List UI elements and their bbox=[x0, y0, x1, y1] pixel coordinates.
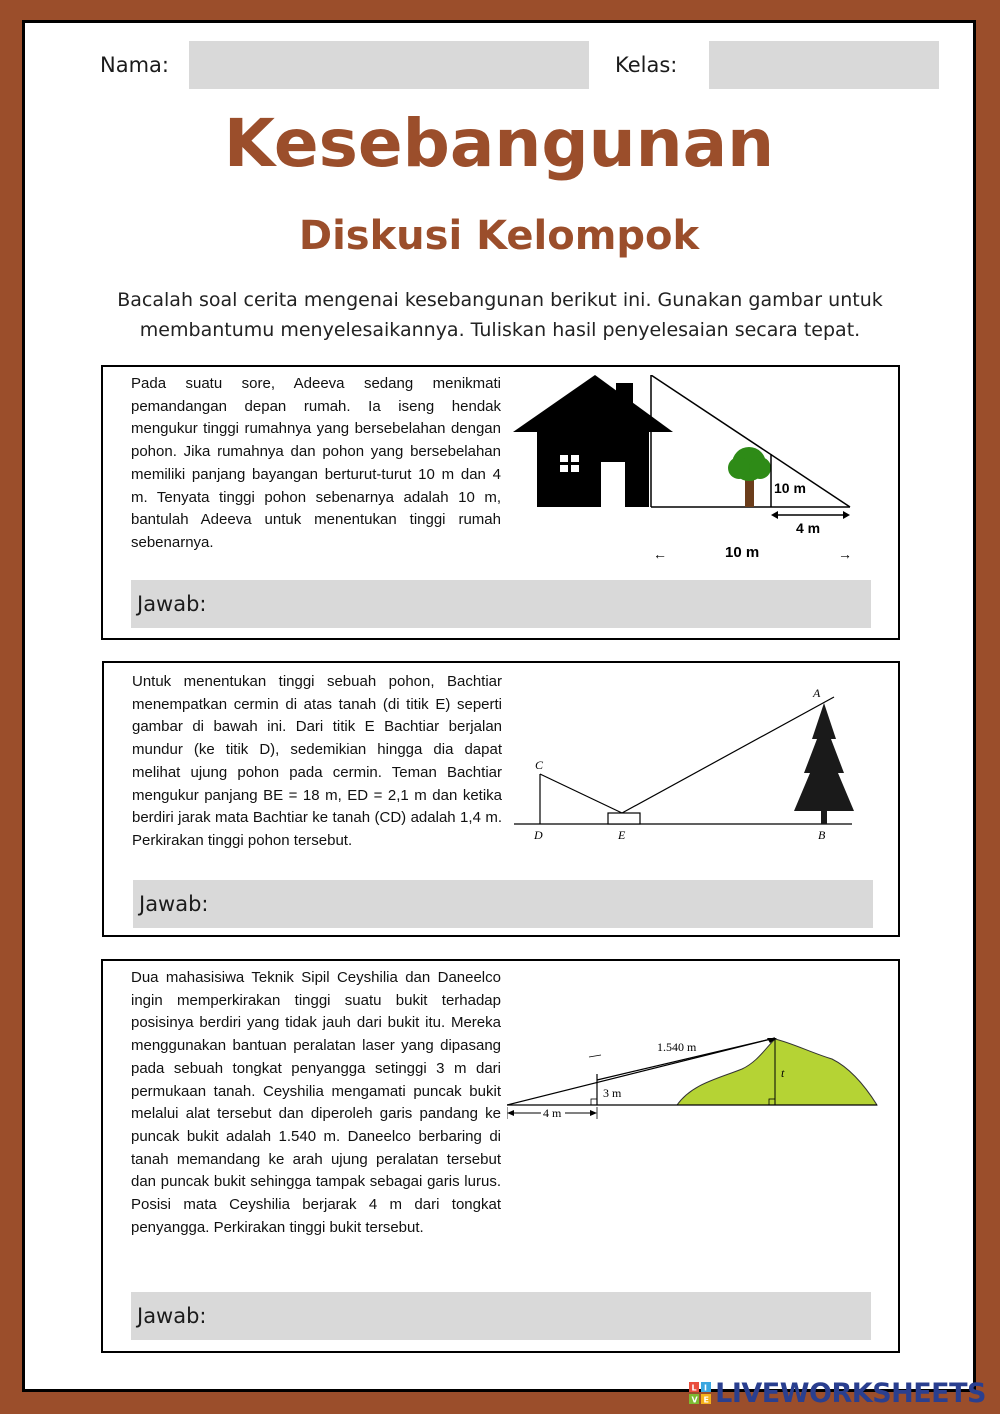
name-input[interactable] bbox=[189, 41, 589, 89]
point-c-label: C bbox=[535, 758, 544, 772]
question-card-2 bbox=[102, 661, 900, 937]
pine-tree-icon bbox=[794, 703, 854, 811]
point-a-label: A bbox=[813, 686, 821, 700]
question-card-1 bbox=[101, 365, 900, 640]
mirror-tree-figure bbox=[512, 681, 872, 846]
liveworksheets-brand bbox=[689, 1378, 986, 1408]
question-card-3 bbox=[101, 959, 900, 1353]
answer-field-3[interactable] bbox=[131, 1292, 871, 1340]
instructions: Bacalah soal cerita mengenai kesebangunan berikut ini. Gunakan gambar untuk membantumu menyelesaikannya. Tuliskan hasil penyelesaian secara tepat. bbox=[117, 289, 883, 341]
house-body bbox=[537, 432, 649, 507]
tree-shadow-label: 4 m bbox=[796, 520, 821, 536]
hill-laser-figure bbox=[507, 1029, 885, 1129]
ground-distance-label: 4 m bbox=[543, 1106, 562, 1120]
question-text-3: Dua mahasisiwa Teknik Sipil Ceyshilia dan Daneelco ingin memperkirakan tinggi suatu bukit terhadap posisinya berdiri yang tidak jauh dari bukit itu. Mereka menggunakan bantuan peralatan laser yang dipasang pada sebuah tongkat penyangga setinggi 3 m dari permukaan tanah. Ceyshilia mengamati puncak bukit melalui alat tersebut dan diperoleh garis pandang ke puncak bukit adalah 1.540 m. Daneelco berbaring di tanah memandang ke arah ujung peralatan tersebut dan puncak bukit sehingga tampak sebagai garis lurus. Posisi mata Ceyshilia berjarak 4 m dari tongkat penyangga. Perkirakan tinggi bukit tersebut. bbox=[131, 969, 501, 1236]
hill-height-label: t bbox=[781, 1066, 785, 1080]
class-input[interactable] bbox=[709, 41, 939, 89]
question-text-2: Untuk menentukan tinggi sebuah pohon, Bachtiar menempatkan cermin di atas tanah (di titik E) seperti gambar di bawah ini. Dari titik E Bachtiar berjalan mundur (ke titik D), sedemikian hingga dia dapat melihat ujung pohon pada cermin. Teman Bachtiar mengukur panjang BE = 18 m, ED = 2,1 m dan ketika berdiri jarak mata Bachtiar ke tanah (CD) adalah 1,4 m. Perkirakan tinggi pohon tersebut. bbox=[132, 673, 502, 849]
svg-text:E: E bbox=[703, 1395, 710, 1404]
question-text-1: Pada suatu sore, Adeeva sedang menikmati pemandangan depan rumah. Ia iseng hendak mengukur tinggi rumahnya yang bersebelahan dengan pohon. Jika rumahnya dan pohon yang bersebelahan memiliki panjang bayangan berturut-turut 10 m dan 4 m. Tenyata tinggi pohon sebenarnya adalah 10 m, bantulah Adeeva untuk menentukan tinggi rumah sebenarnya. bbox=[131, 375, 501, 551]
svg-text:I: I bbox=[704, 1383, 708, 1393]
hill-shape bbox=[677, 1039, 877, 1105]
svg-text:V: V bbox=[691, 1395, 698, 1404]
liveworksheets-logo-icon bbox=[689, 1382, 711, 1404]
point-d-label: D bbox=[534, 828, 543, 842]
name-label: Nama: bbox=[100, 53, 169, 77]
page-title: Kesebangunan bbox=[223, 105, 775, 182]
house-tree-shadow-figure bbox=[513, 375, 858, 575]
house-roof bbox=[513, 375, 673, 432]
answer-label-2: Jawab: bbox=[139, 892, 209, 916]
worksheet-page bbox=[22, 20, 976, 1392]
class-label: Kelas: bbox=[615, 53, 678, 77]
answer-field-1[interactable] bbox=[131, 580, 871, 628]
house-door bbox=[601, 462, 625, 507]
point-e-label: E bbox=[618, 828, 626, 842]
page-subtitle: Diskusi Kelompok bbox=[298, 213, 700, 259]
arrow-left-icon: ← bbox=[653, 546, 667, 562]
house-shadow-label: 10 m bbox=[725, 544, 760, 561]
house-chimney bbox=[616, 383, 633, 413]
arrow-right-icon: → bbox=[838, 546, 852, 562]
svg-text:L: L bbox=[691, 1383, 697, 1393]
answer-label-1: Jawab: bbox=[137, 592, 207, 616]
point-b-label: B bbox=[818, 828, 826, 842]
sight-line-label: 1.540 m bbox=[657, 1040, 697, 1054]
answer-field-2[interactable] bbox=[133, 880, 873, 928]
answer-label-3: Jawab: bbox=[137, 1304, 207, 1328]
brand-name: LIVEWORKSHEETS bbox=[715, 1377, 986, 1409]
house-window bbox=[560, 455, 568, 462]
stick-height-label: 3 m bbox=[603, 1086, 622, 1100]
tree-height-label: 10 m bbox=[774, 480, 806, 496]
mirror-icon bbox=[608, 813, 640, 824]
